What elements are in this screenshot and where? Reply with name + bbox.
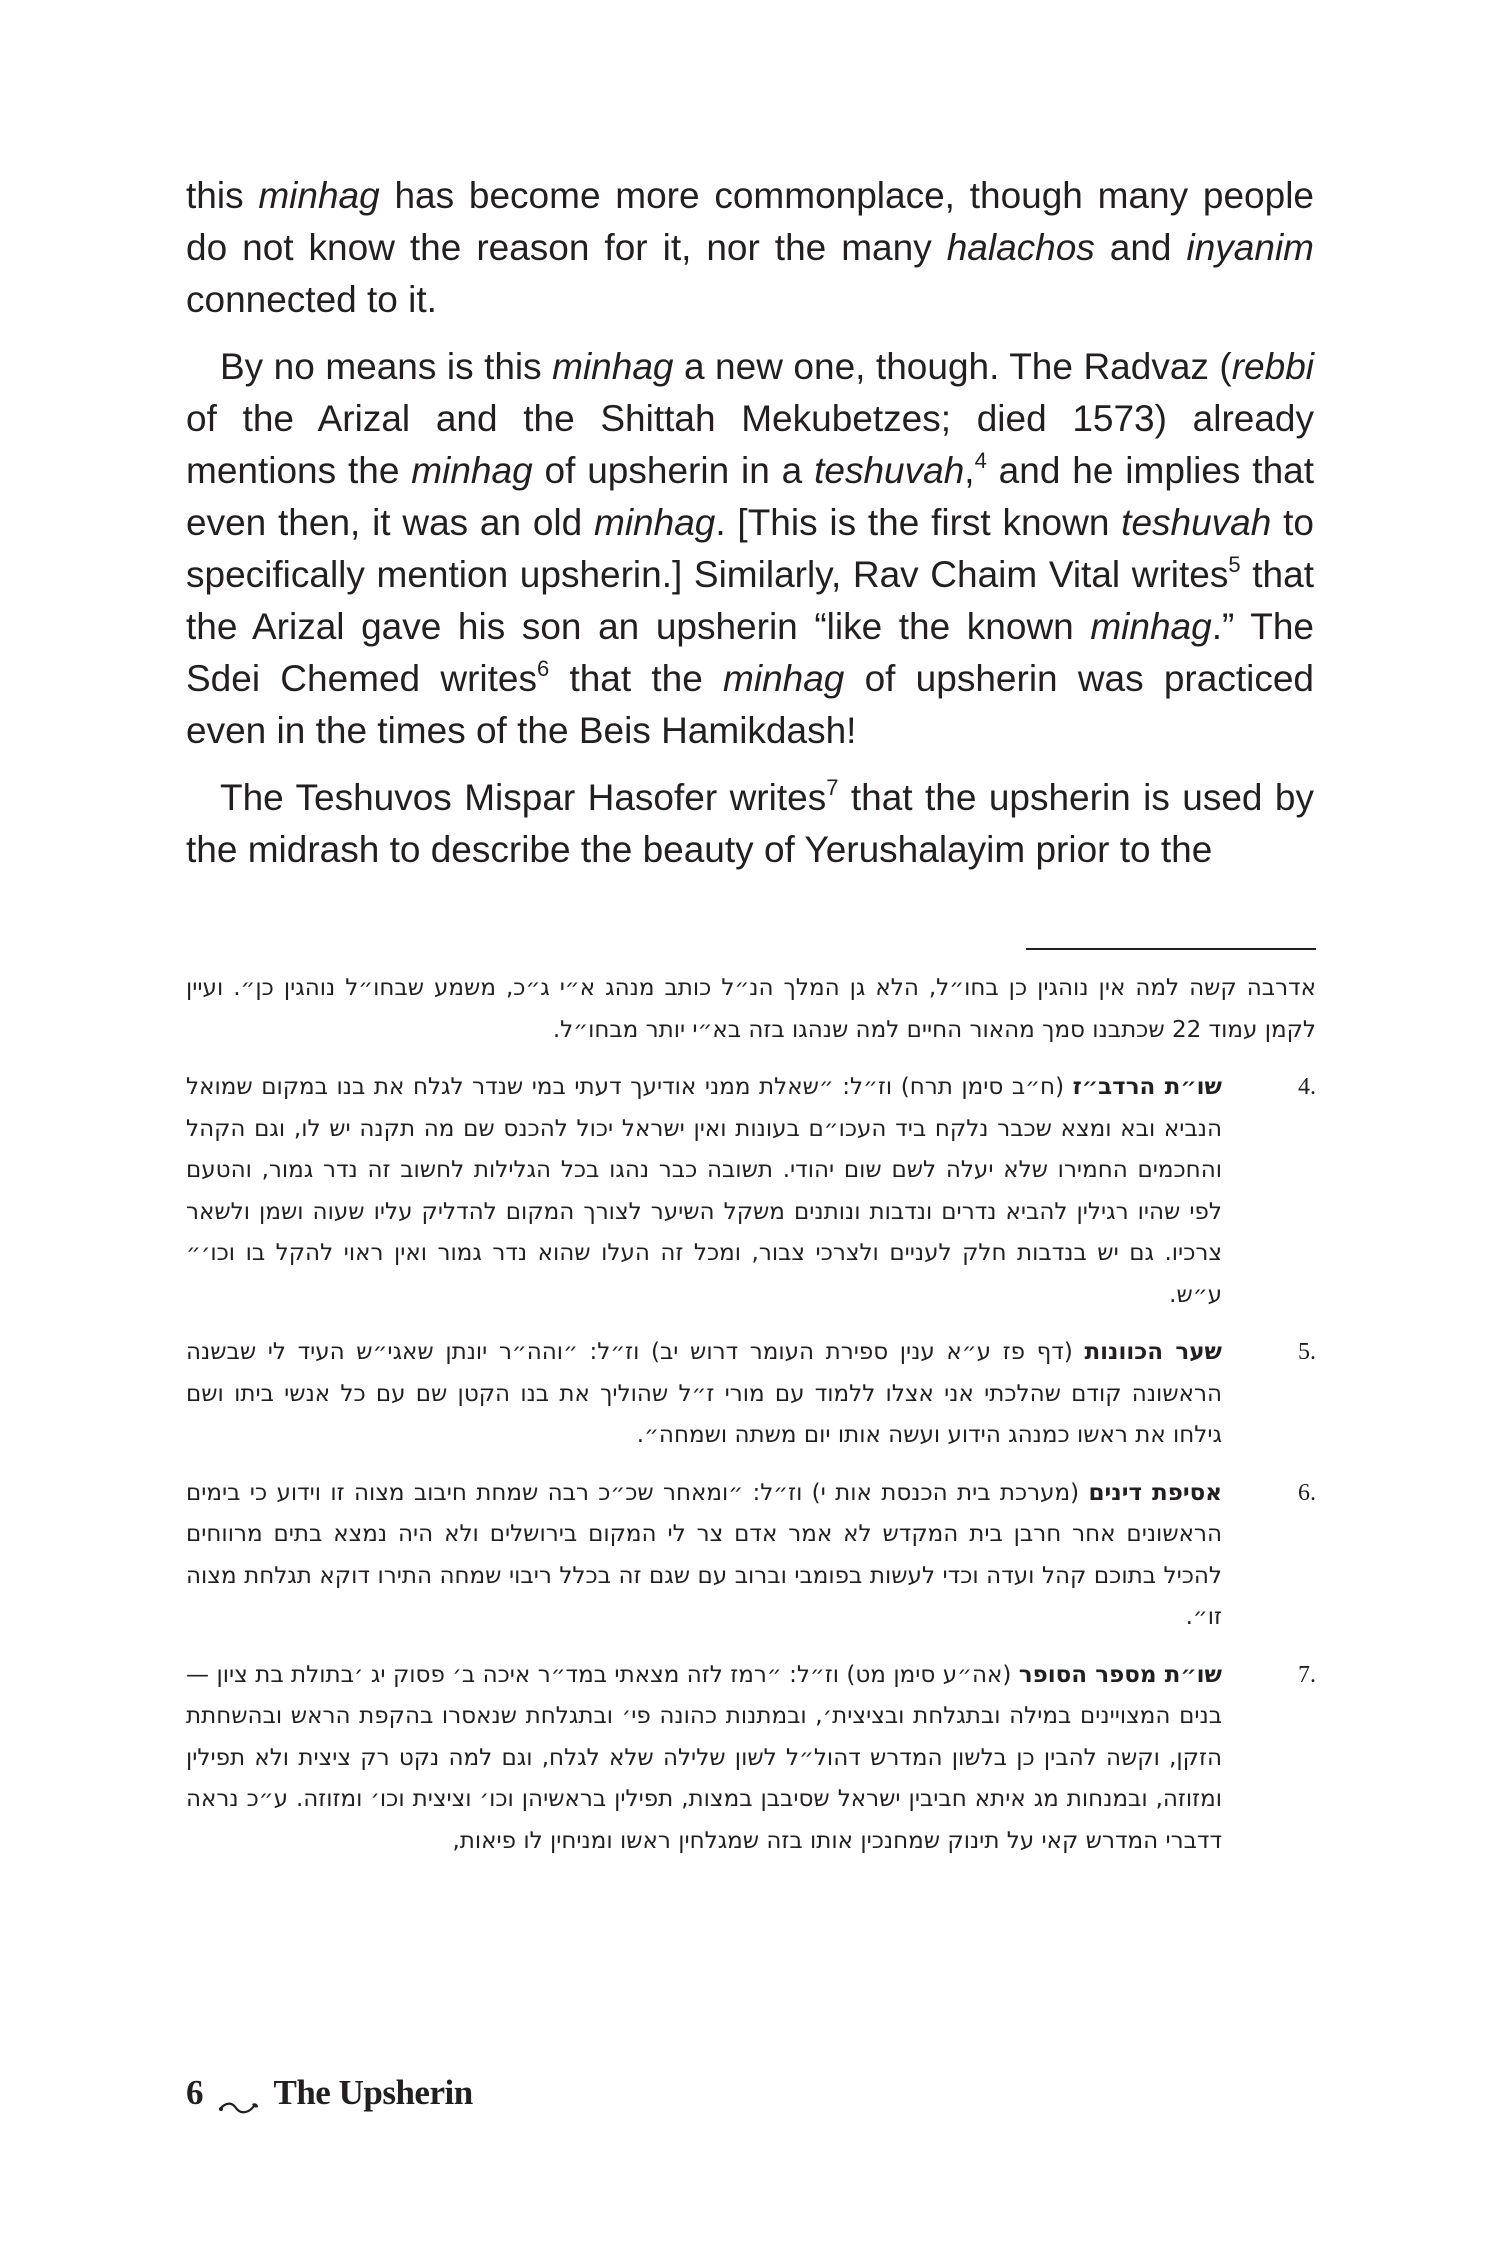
main-text [186, 170, 1314, 891]
italic-term: minhag [552, 346, 674, 387]
footnote-source: שער הכוונות [1084, 1339, 1223, 1365]
text-run: connected to it. [186, 279, 437, 320]
italic-term: minhag [258, 175, 380, 216]
text-run: a new one, though. The Radvaz ( [673, 346, 1232, 387]
text-run: to specifically mention upsherin.] Similarly, Rav Chaim Vital writes [186, 502, 1314, 595]
footnote-text: (ח״ב סימן תרח) וז״ל: ״שאלת ממני אודיעך דעתי במי שנדר לגלח את בנו במקום שמואל הנביא ובא ומצא שכבר נלקח ביד העכו״ם בעונות ואין ישראל יכול להכנס שם מה תקנה יש לו, וגם הקהל והחכמים החמירו שלא יעלה לשם שום יהודי. תשובה כבר נהגו בכל הגלילות לחשוב זה נדר גמור, והטעם לפי שהיו רגילין להביא נדרים ונדבות ונותנים משקל השיער לצורך המקום להדליק עליו שעוה ושמן ולשאר צרכיו. גם יש בנדבות חלק לעניים ולצרכי צבור, ומכל זה העלו שהוא נדר גמור ואין ראוי להקל בו וכו׳״ ע״ש. [186, 1074, 1222, 1308]
footnote-number: 7. [1298, 1661, 1316, 1688]
footnote-source: אסיפת דינים [1088, 1479, 1223, 1506]
italic-term: minhag [594, 502, 716, 543]
text-run: of upsherin was practiced even in the times of the Beis Hamikdash! [186, 658, 1314, 751]
footnote-ref: 6 [536, 656, 550, 681]
footnote-text: (אה״ע סימן מט) וז״ל: ״רמז לזה מצאתי במד״ר איכה ב׳ פסוק יג ׳בתולת בת ציון — בנים המצויינים במילה ובתגלחת ובציצית׳, ובמתנות כהונה פי׳ ובתגלחת שנאסרו בהקפת הראש ובהשחתת הזקן, וקשה להבין כן בלשון המדרש דהול״ל לשון שלילה שלא לגלח, וגם למה נקט רק ציצית ולא תפילין ומזוזה, ובמנחות מג איתא חביבין ישראל שסיבבן במצות, תפילין בראשיהן וכו׳ וציצית וכו׳ ומזוזה. ע״כ נראה דדברי המדרש קאי על תינוק שמחנכין אותו בזה שמגלחין ראשו ומניחין לו פיאות, [186, 1661, 1222, 1854]
footnote-source: שו״ת מספר הסופר [1018, 1661, 1222, 1688]
italic-term: minhag [723, 658, 845, 699]
text-run: of the Arizal and the Shittah Mekubetzes; died 1573) already mentions the [186, 398, 1314, 491]
text-run: that the upsherin is used by the midrash to describe the beauty of Yerushalayim prior to the [186, 777, 1314, 870]
paragraph [186, 170, 1314, 326]
italic-term: halachos [946, 227, 1095, 268]
text-run: , [964, 450, 975, 491]
italic-term: teshuvah [1121, 502, 1272, 543]
italic-term: teshuvah [814, 450, 965, 491]
text-run: .” The Sdei Chemed writes [186, 606, 1315, 699]
footnote-ref: 4 [974, 448, 987, 473]
text-run: that the [549, 658, 724, 699]
footnote [186, 1655, 1316, 1863]
fleuron-icon [218, 2085, 260, 2101]
footnotes [186, 968, 1316, 1878]
italic-term: rebbi [1231, 346, 1314, 387]
text-run: and [1094, 227, 1187, 268]
page-number: 6 [186, 2073, 204, 2112]
paragraph [186, 341, 1314, 757]
text-run: this [186, 175, 259, 216]
book-title: The Upsherin [273, 2073, 473, 2112]
italic-term: minhag [411, 450, 533, 491]
footnote-ref: 5 [1228, 552, 1241, 577]
text-run: and he implies that even then, it was an old [186, 450, 1315, 543]
text-run: By no means is this [220, 346, 553, 387]
footnote-separator [1026, 948, 1316, 950]
paragraph [186, 772, 1314, 876]
text-run: that the Arizal gave his son an upsherin “like the known [186, 554, 1314, 647]
text-run: The Teshuvos Mispar Hasofer writes [220, 777, 827, 818]
footnote [186, 1067, 1316, 1316]
footnote-number: 6. [1298, 1479, 1316, 1506]
italic-term: minhag [1090, 606, 1212, 647]
footnote-text: (דף פז ע״א ענין ספירת העומר דרוש יב) וז״ל: ״והה״ר יונתן שאגי״ש העיד לי שבשנה הראשונה קודם שהלכתי אני אצלו ללמוד עם מורי ז״ל שהוליך את בנו הקטן שם עם כל אנשי ביתו ושם גילחו את ראשו כמנהג הידוע ועשה אותו יום משתה ושמחה״. [186, 1339, 1222, 1448]
footnote [186, 1332, 1316, 1457]
footnote-continuation: אדרבה קשה למה אין נוהגין כן בחו״ל, הלא גן המלך הנ״ל כותב מנהג א״י ג״כ, משמע שבחו״ל נוהגין כן״. ועיין לקמן עמוד 22 שכתבנו סמך מהאור החיים למה שנהגו בזה בא״י יותר מבחו״ל. [186, 975, 1316, 1043]
footnote [186, 1473, 1316, 1639]
text-run: . [This is the first known [715, 502, 1122, 543]
footnote-text: (מערכת בית הכנסת אות י) וז״ל: ״ומאחר שכ״כ רבה שמחת חיבוב מצוה זו וידוע כי בימים הראשונים אחר חרבן בית המקדש לא אמר אדם צר לי המקום בירושלים ולא היה נמצא בתים מרווחים להכיל בתוכם קהל ועדה וכדי לעשות בפומבי וברוב עם שגם זה בכלל ריבוי שמחה התירו דוקא תגלחת מצוה זו״. [186, 1479, 1222, 1630]
text-run: of upsherin in a [532, 450, 815, 491]
page-footer [186, 2073, 473, 2113]
footnote-source: שו״ת הרדב״ז [1072, 1074, 1222, 1100]
text-run: has become more commonplace, though many people do not know the reason for it, nor the many [186, 175, 1314, 268]
footnote-number: 4. [1298, 1074, 1316, 1100]
footnote-ref: 7 [826, 775, 839, 800]
italic-term: inyanim [1186, 227, 1314, 268]
footnote-number: 5. [1298, 1339, 1316, 1365]
